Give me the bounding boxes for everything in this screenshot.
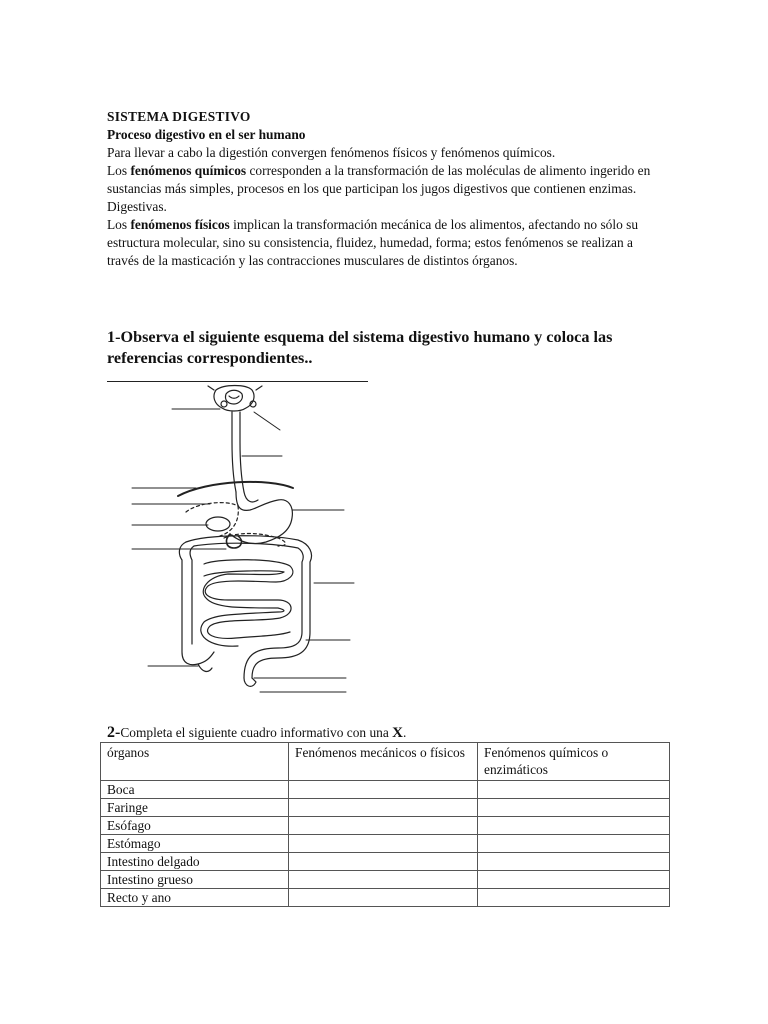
liver-drawing [186, 503, 238, 536]
chemical-cell[interactable] [478, 781, 670, 799]
table-row [101, 853, 670, 871]
mechanical-cell[interactable] [289, 871, 478, 889]
question-2-text: Completa el siguiente cuadro informativo con una [120, 725, 393, 740]
large-intestine-drawing [179, 536, 311, 687]
question-2-number: 2- [107, 724, 121, 741]
intro-paragraph-2: Los fenómenos químicos corresponden a la transformación de las moléculas de alimento ingerido en sustancias más simples, procesos en los que participan los jugos digestivos que contienen enzimas. [107, 163, 651, 196]
intro-paragraph-3: Digestivas. [107, 199, 167, 214]
term-physical: fenómenos físicos [130, 217, 230, 232]
mechanical-cell[interactable] [289, 781, 478, 799]
page-title: SISTEMA DIGESTIVO [107, 109, 251, 124]
mechanical-cell[interactable] [289, 817, 478, 835]
digestive-system-diagram [128, 382, 358, 700]
table-row [101, 817, 670, 835]
table-row [101, 889, 670, 907]
chemical-cell[interactable] [478, 817, 670, 835]
mechanical-cell[interactable] [289, 835, 478, 853]
header-organs: órganos [101, 743, 289, 781]
chemical-cell[interactable] [478, 889, 670, 907]
intro-section [107, 108, 667, 270]
question-1-text: Observa el siguiente esquema del sistema digestivo humano y coloca las referencias correspondientes.. [107, 328, 613, 367]
appendix-drawing [198, 664, 212, 671]
mechanical-cell[interactable] [289, 799, 478, 817]
page-subtitle: Proceso digestivo en el ser humano [107, 127, 306, 142]
small-intestine-drawing [201, 560, 293, 646]
organ-cell: Intestino grueso [101, 871, 289, 889]
mechanical-cell[interactable] [289, 889, 478, 907]
table-row [101, 871, 670, 889]
organ-cell: Boca [101, 781, 289, 799]
organ-cell: Recto y ano [101, 889, 289, 907]
mechanical-cell[interactable] [289, 853, 478, 871]
gallbladder-drawing [206, 517, 230, 531]
header-mechanical: Fenómenos mecánicos o físicos [289, 743, 478, 781]
organ-cell: Faringe [101, 799, 289, 817]
chemical-cell[interactable] [478, 853, 670, 871]
mouth-drawing [208, 386, 262, 412]
organs-table [100, 742, 670, 907]
question-1-number: 1- [107, 328, 121, 346]
header-chemical: Fenómenos químicos o enzimáticos [478, 743, 670, 781]
organ-cell: Esófago [101, 817, 289, 835]
question-2: 2-Completa el siguiente cuadro informativo con una X. [107, 724, 407, 741]
organ-cell: Estómago [101, 835, 289, 853]
organ-cell: Intestino delgado [101, 853, 289, 871]
intro-paragraph-4: Los fenómenos físicos implican la transformación mecánica de los alimentos, afectando no sólo su estructura molecular, sino su consistencia, fluidez, humedad, forma; estos fenómenos se realizan a través de la masticación y las contracciones musculares de distintos órganos. [107, 217, 639, 268]
label-lines-right [242, 412, 354, 692]
chemical-cell[interactable] [478, 835, 670, 853]
question-1 [107, 327, 647, 369]
intro-paragraph-1: Para llevar a cabo la digestión convergen fenómenos físicos y fenómenos químicos. [107, 145, 556, 160]
table-row [101, 835, 670, 853]
table-row [101, 781, 670, 799]
table-header-row [101, 743, 670, 781]
chemical-cell[interactable] [478, 799, 670, 817]
chemical-cell[interactable] [478, 871, 670, 889]
table-row [101, 799, 670, 817]
question-2-mark: X [392, 725, 403, 741]
esophagus-drawing [232, 412, 244, 492]
term-chemical: fenómenos químicos [130, 163, 247, 178]
